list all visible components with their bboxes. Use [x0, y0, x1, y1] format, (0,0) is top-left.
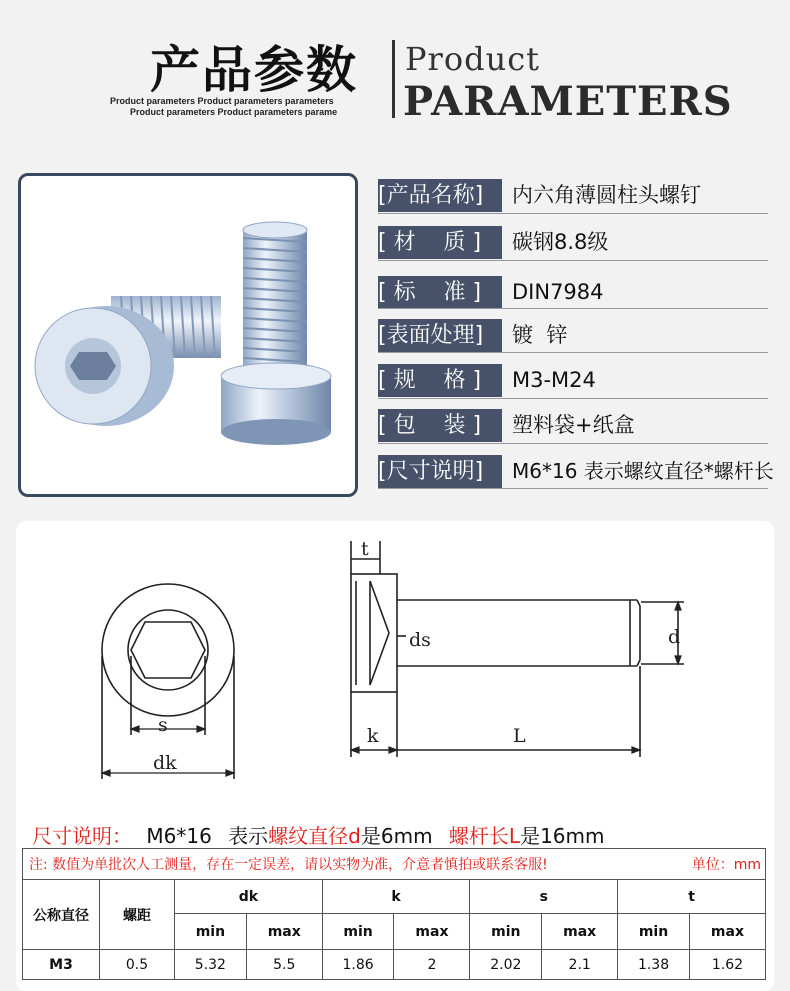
cell-s-max: 2.1 — [542, 950, 618, 980]
param-divider — [378, 398, 768, 399]
cell-dk-max: 5.5 — [246, 950, 322, 980]
explanation-text3: 是16mm — [520, 824, 605, 848]
param-divider — [378, 308, 768, 309]
label-ds: ds — [409, 629, 431, 651]
label-L: L — [513, 725, 526, 747]
size-explanation — [32, 820, 605, 849]
col-max: max — [689, 914, 765, 950]
col-group-t: t — [618, 880, 766, 914]
param-value-size: M6*16 表示螺纹直径*螺杆长 — [512, 459, 774, 483]
page-title-en-big: PARAMETERS — [403, 78, 733, 125]
param-divider — [378, 260, 768, 261]
cell-size: M3 — [23, 950, 100, 980]
col-group-k: k — [322, 880, 470, 914]
param-divider — [378, 443, 768, 444]
label-k: k — [367, 725, 379, 747]
product-photo — [18, 173, 358, 497]
param-label-material: [ 材 质 ] — [378, 226, 502, 259]
explanation-prefix: 尺寸说明： — [32, 824, 132, 848]
param-value-material: 碳钢8.8级 — [512, 230, 609, 254]
cell-dk-min: 5.32 — [175, 950, 247, 980]
param-divider — [378, 213, 768, 214]
table-note-row — [23, 849, 766, 880]
param-value-package: 塑料袋+纸盒 — [512, 413, 635, 437]
explanation-thread: 螺纹直径d — [268, 824, 361, 848]
param-value-spec: M3-M24 — [512, 368, 596, 392]
cell-pitch: 0.5 — [100, 950, 175, 980]
explanation-text1: 表示 — [228, 824, 269, 848]
hex-socket — [131, 622, 205, 678]
subtitle-line-1: Product parameters Product parameters parameters — [110, 96, 334, 106]
label-d: d — [668, 626, 681, 648]
col-min: min — [322, 914, 394, 950]
label-dk: dk — [153, 752, 177, 774]
param-label-spec: [ 规 格 ] — [378, 364, 502, 397]
param-value-surface: 镀 锌 — [512, 323, 568, 347]
cell-t-min: 1.38 — [618, 950, 690, 980]
spec-table — [22, 848, 766, 980]
table-unit: 单位：mm — [691, 857, 761, 873]
cell-t-max: 1.62 — [689, 950, 765, 980]
table-note-text: 注: 数值为单批次人工测量，存在一定误差，请以实物为准，介意者慎拍或联系客服! — [29, 857, 548, 873]
table-row — [23, 950, 766, 980]
col-max: max — [394, 914, 470, 950]
col-min: min — [470, 914, 542, 950]
label-t: t — [361, 538, 369, 560]
page-title-cn: 产品参数 — [150, 41, 358, 99]
cell-k-min: 1.86 — [322, 950, 394, 980]
page-title-en-small: Product — [405, 40, 540, 78]
cell-s-min: 2.02 — [470, 950, 542, 980]
explanation-example: M6*16 — [146, 824, 212, 848]
param-label-package: [ 包 装 ] — [378, 409, 502, 442]
param-label-size: [尺寸说明] — [378, 455, 502, 488]
subtitle-line-2: Product parameters Product parameters parame — [130, 107, 338, 117]
col-group-dk: dk — [175, 880, 323, 914]
dimension-diagram — [0, 521, 790, 811]
title-divider — [392, 40, 395, 118]
label-s: s — [158, 714, 168, 736]
cell-k-max: 2 — [394, 950, 470, 980]
param-label-surface: [表面处理] — [378, 319, 502, 352]
col-group-s: s — [470, 880, 618, 914]
col-min: min — [618, 914, 690, 950]
explanation-text2: 是6mm — [360, 824, 433, 848]
head-outer-circle — [102, 584, 234, 716]
param-divider — [378, 352, 768, 353]
param-value-name: 内六角薄圆柱头螺钉 — [512, 183, 701, 207]
col-nominal: 公称直径 — [23, 880, 100, 950]
col-max: max — [246, 914, 322, 950]
param-value-standard: DIN7984 — [512, 280, 604, 304]
col-pitch: 螺距 — [100, 880, 175, 950]
table-header-row — [23, 880, 766, 914]
param-label-standard: [ 标 准 ] — [378, 276, 502, 309]
col-max: max — [542, 914, 618, 950]
table-note — [23, 849, 766, 880]
explanation-shank: 螺杆长L — [448, 824, 521, 848]
param-label-name: [产品名称] — [378, 179, 502, 212]
param-divider — [378, 488, 768, 489]
col-min: min — [175, 914, 247, 950]
screw-illustration — [21, 176, 355, 494]
